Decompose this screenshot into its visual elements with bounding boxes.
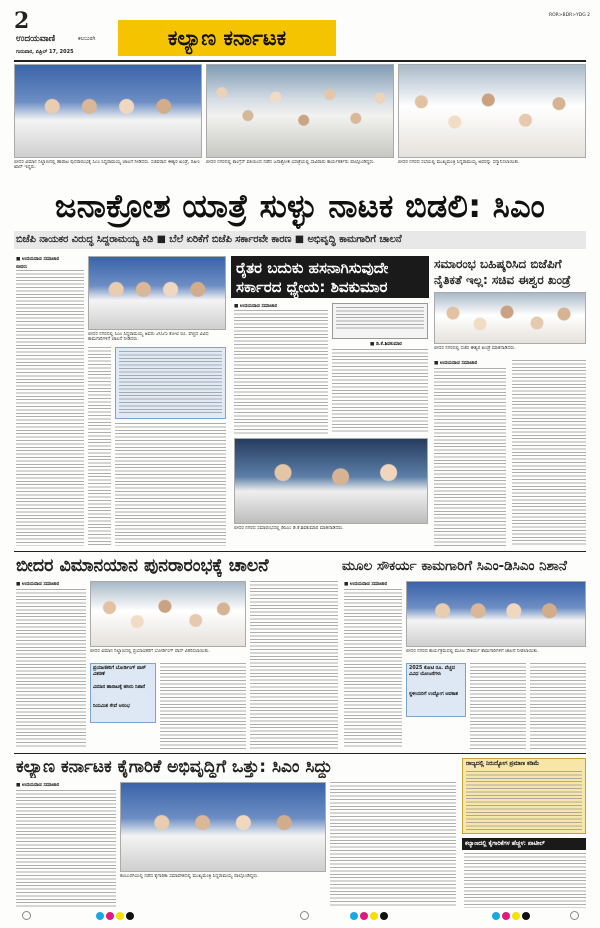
lead-subhead: ಬಿಜೆಪಿ ನಾಯಕರ ವಿರುದ್ಧ ಸಿದ್ದರಾಮಯ್ಯ ಕಿಡಿ ■ ಬೆಲೆ ಏರಿಕೆಗೆ ಬಿಜೆಪಿ ಸರ್ಕಾರವೇ ಕಾರಣ ■ ಅಭಿವೃದ್ಧಿ ಕಾಮಗಾರಿಗೆ ಚಾಲನೆ	[16, 234, 402, 245]
airport-headline: ಬೀದರ ವಿಮಾನಯಾನ ಪುನರಾರಂಭಕ್ಕೆ ಚಾಲನೆ	[16, 556, 269, 576]
reg-mark-cyan-3	[492, 912, 500, 920]
reg-mark-magenta	[106, 912, 114, 920]
farmer-text-col-2	[332, 349, 428, 434]
reg-mark-black	[126, 912, 134, 920]
khandre-text-col-1	[434, 368, 506, 546]
airport-photo	[90, 581, 246, 647]
sidebar-box-1-text	[466, 771, 582, 831]
infra-byline: ■ ಉದಯವಾಣಿ ಸಮಾಚಾರ	[344, 582, 388, 587]
issue-date: ಗುರುವಾರ, ಏಪ್ರಿಲ್ 17, 2025	[16, 49, 74, 55]
industry-photo	[120, 782, 326, 872]
reg-mark-circle-1	[22, 911, 31, 920]
industry-byline: ■ ಉದಯವಾಣಿ ಸಮಾಚಾರ	[16, 783, 60, 788]
sidebar-box-2-title: ಕಲ್ಯಾಣದಲ್ಲಿ ಕೈಗಾರಿಕೆಗಳ ಹೆಚ್ಚಳ: ಪಾಟೀಲ್	[465, 841, 545, 847]
lead-text-col-2	[88, 347, 111, 546]
khandre-text-col-2	[512, 360, 586, 546]
top-photo-caption-2: ಬೀದರ ನಗರದಲ್ಲಿ ಕಾಂಗ್ರೆಸ್ ವತಿಯಿಂದ ನಡೆದ ಜನಾಕ್ರೋಶ ಯಾತ್ರೆಯಲ್ಲಿ ಸಾವಿರಾರು ಕಾರ್ಯಕರ್ತರು ಪಾಲ್ಗೊಂಡಿದ್ದರು.	[206, 160, 375, 165]
infra-headline: ಮೂಲ ಸೌಕರ್ಯ ಕಾಮಗಾರಿಗೆ ಸಿಎಂ-ಡಿಸಿಎಂ ನಿಶಾನೆ	[342, 558, 567, 574]
airport-bullet-2: ವಿಮಾನ ಹಾರಾಟಕ್ಕೆ ಹಸಿರು ನಿಶಾನೆ	[93, 685, 145, 690]
infra-text-col-3	[530, 663, 586, 749]
airport-text-col-3	[250, 581, 338, 749]
infra-bullet-2: ಸ್ಥಳೀಯರಿಗೆ ಉದ್ಯೋಗ ಅವಕಾಶ	[409, 692, 458, 697]
lead-byline: ■ ಉದಯವಾಣಿ ಸಮಾಚಾರ	[16, 257, 60, 262]
reg-mark-magenta-2	[360, 912, 368, 920]
lead-text-col-3	[115, 423, 226, 546]
reg-mark-yellow	[116, 912, 124, 920]
industry-text-col-2	[330, 782, 456, 908]
airport-text-col-1	[16, 589, 86, 749]
section-title: ಕಲ್ಯಾಣ ಕರ್ನಾಟಕ	[167, 25, 287, 50]
top-photo-airport	[14, 64, 202, 158]
infra-text-col-1	[344, 589, 402, 749]
industry-headline: ಕಲ್ಯಾಣ ಕರ್ನಾಟಕ ಕೈಗಾರಿಕೆ ಅಭಿವೃದ್ಧಿಗೆ ಒತ್ತು: ಸಿಎಂ ಸಿದ್ದು	[16, 757, 333, 777]
khandre-headline-1: ಸಮಾರಂಭ ಬಹಿಷ್ಕರಿಸಿದ ಬಿಜೆಪಿಗೆ	[434, 257, 562, 271]
reg-mark-circle-2	[300, 911, 309, 920]
lower-rule	[14, 753, 586, 754]
top-photo-rally	[206, 64, 394, 158]
top-photo-caption-3: ಬೀದರ ನಗರದ ಸಭೆಯಲ್ಲಿ ಮುಖ್ಯಮಂತ್ರಿ ಸಿದ್ದರಾಮಯ್ಯ ಅವರನ್ನು ಸನ್ಮಾನಿಸಲಾಯಿತು.	[398, 160, 520, 165]
airport-bullet-3: ನಿಯಮಿತ ಸೇವೆ ಆರಂಭ	[93, 704, 130, 709]
khandre-byline: ■ ಉದಯವಾಣಿ ಸಮಾಚಾರ	[434, 361, 478, 366]
khandre-photo-caption: ಬೀದರ ನಗರದಲ್ಲಿ ಸಚಿವ ಈಶ್ವರ ಖಂಡ್ರೆ ಮಾತನಾಡಿದರು.	[434, 346, 516, 351]
paper-name: ಉದಯವಾಣಿ	[16, 34, 56, 44]
infra-photo	[406, 581, 586, 647]
top-photo-felicitation	[398, 64, 586, 158]
lead-highlight-text	[119, 351, 222, 415]
farmer-quote-author: ■ ಡಿ.ಕೆ.ಶಿವಕುಮಾರ	[370, 342, 402, 347]
print-code: ROR>BDR>YDG 2	[548, 13, 590, 18]
lead-headline: ಜನಾಕ್ರೋಶ ಯಾತ್ರೆ ಸುಳ್ಳು ನಾಟಕ ಬಿಡಲಿ: ಸಿಎಂ	[54, 187, 546, 225]
lead-photo	[88, 256, 226, 330]
airport-byline: ■ ಉದಯವಾಣಿ ಸಮಾಚಾರ	[16, 582, 60, 587]
page-number: 2	[14, 8, 30, 34]
khandre-headline-2: ನೈತಿಕತೆ ಇಲ್ಲ: ಸಚಿವ ಈಶ್ವರ ಖಂಡ್ರೆ	[434, 273, 571, 287]
reg-mark-yellow-2	[370, 912, 378, 920]
farmer-photo-caption: ಬೀದರ ನಗರದ ಸಮಾರಂಭದಲ್ಲಿ ಡಿಸಿಎಂ ಡಿ.ಕೆ.ಶಿವಕುಮಾರ ಮಾತನಾಡಿದರು.	[234, 526, 344, 531]
infra-bullet-1: 2025 ಕೋಟಿ ರೂ. ವೆಚ್ಚದ ವಿವಿಧ ಯೋಜನೆಗಳು	[409, 666, 455, 677]
reg-mark-cyan-2	[350, 912, 358, 920]
airport-photo-caption: ಬೀದರ ವಿಮಾನ ನಿಲ್ದಾಣದಲ್ಲಿ ಪ್ರಯಾಣಿಕರಿಗೆ ಬೋರ್ಡಿಂಗ್ ಪಾಸ್ ವಿತರಿಸಲಾಯಿತು.	[90, 649, 210, 654]
lead-dateline: ಬೀದರ:	[16, 265, 28, 270]
masthead-rule	[14, 60, 586, 62]
farmer-text-col-1	[234, 310, 328, 434]
mid-rule	[14, 551, 586, 552]
sidebar-box-2-text	[464, 853, 586, 908]
reg-mark-circle-3	[570, 911, 579, 920]
lead-photo-caption: ಬೀದರ ನಗರದಲ್ಲಿ ಸಿಎಂ ಸಿದ್ದರಾಮಯ್ಯ ಅವರು 2025 ಕೋಟಿ ರೂ. ವೆಚ್ಚದ ವಿವಿಧ ಕಾಮಗಾರಿಗಳಿಗೆ ಚಾಲನೆ ನೀಡಿದರು.	[88, 332, 209, 343]
section-banner	[118, 20, 336, 56]
farmer-headline-1: ರೈತರ ಬದುಕು ಹಸನಾಗಿಸುವುದೇ	[236, 259, 389, 277]
farmer-quote-text	[336, 307, 424, 329]
farmer-photo	[234, 438, 428, 524]
industry-text-col-1	[16, 790, 116, 908]
infra-photo-caption: ಬೀದರ ನಗರದ ಕಾರ್ಯಕ್ರಮದಲ್ಲಿ ಮೂಲ ಸೌಕರ್ಯ ಕಾಮಗಾರಿಗಳಿಗೆ ಚಾಲನೆ ನೀಡಲಾಯಿತು.	[406, 649, 539, 654]
reg-mark-cyan	[96, 912, 104, 920]
airport-text-col-2	[160, 663, 246, 749]
edition-name: ಕಲಬುರಗಿ	[78, 36, 96, 42]
khandre-photo	[434, 292, 586, 344]
infra-text-col-2	[470, 663, 526, 749]
top-photo-caption-1: ಬೀದರ ವಿಮಾನ ನಿಲ್ದಾಣದಲ್ಲಿ ಹಾರಾಟ ಪುನರಾರಂಭಕ್ಕೆ ಸಿಎಂ ಸಿದ್ದರಾಮಯ್ಯ ಚಾಲನೆ ನೀಡಿದರು. ಸಚಿವರಾದ ಈಶ್ವರ ಖಂಡ್ರೆ, ರಹೀಂ ಖಾನ್ ಇದ್ದರು.	[14, 160, 200, 171]
farmer-byline: ■ ಉದಯವಾಣಿ ಸಮಾಚಾರ	[234, 304, 278, 309]
industry-photo-caption: ಕಲಬುರಗಿಯಲ್ಲಿ ನಡೆದ ಕೈಗಾರಿಕಾ ಸಮಾವೇಶದಲ್ಲಿ ಮುಖ್ಯಮಂತ್ರಿ ಸಿದ್ದರಾಮಯ್ಯ ಪಾಲ್ಗೊಂಡಿದ್ದರು.	[120, 874, 259, 879]
reg-mark-black-2	[380, 912, 388, 920]
airport-bullet-1: ಪ್ರಯಾಣಿಕರಿಗೆ ಬೋರ್ಡಿಂಗ್ ಪಾಸ್ ವಿತರಣೆ	[93, 666, 146, 677]
lead-text-col-1	[16, 270, 84, 546]
farmer-headline-2: ಸರ್ಕಾರದ ಧ್ಯೇಯ: ಶಿವಕುಮಾರ	[236, 278, 388, 296]
reg-mark-black-3	[522, 912, 530, 920]
reg-mark-yellow-3	[512, 912, 520, 920]
reg-mark-magenta-3	[502, 912, 510, 920]
sidebar-box-1-title: ರಾಜ್ಯದಲ್ಲಿ ನಿರುದ್ಯೋಗ ಪ್ರಮಾಣ ಕಡಿಮೆ	[466, 761, 540, 767]
